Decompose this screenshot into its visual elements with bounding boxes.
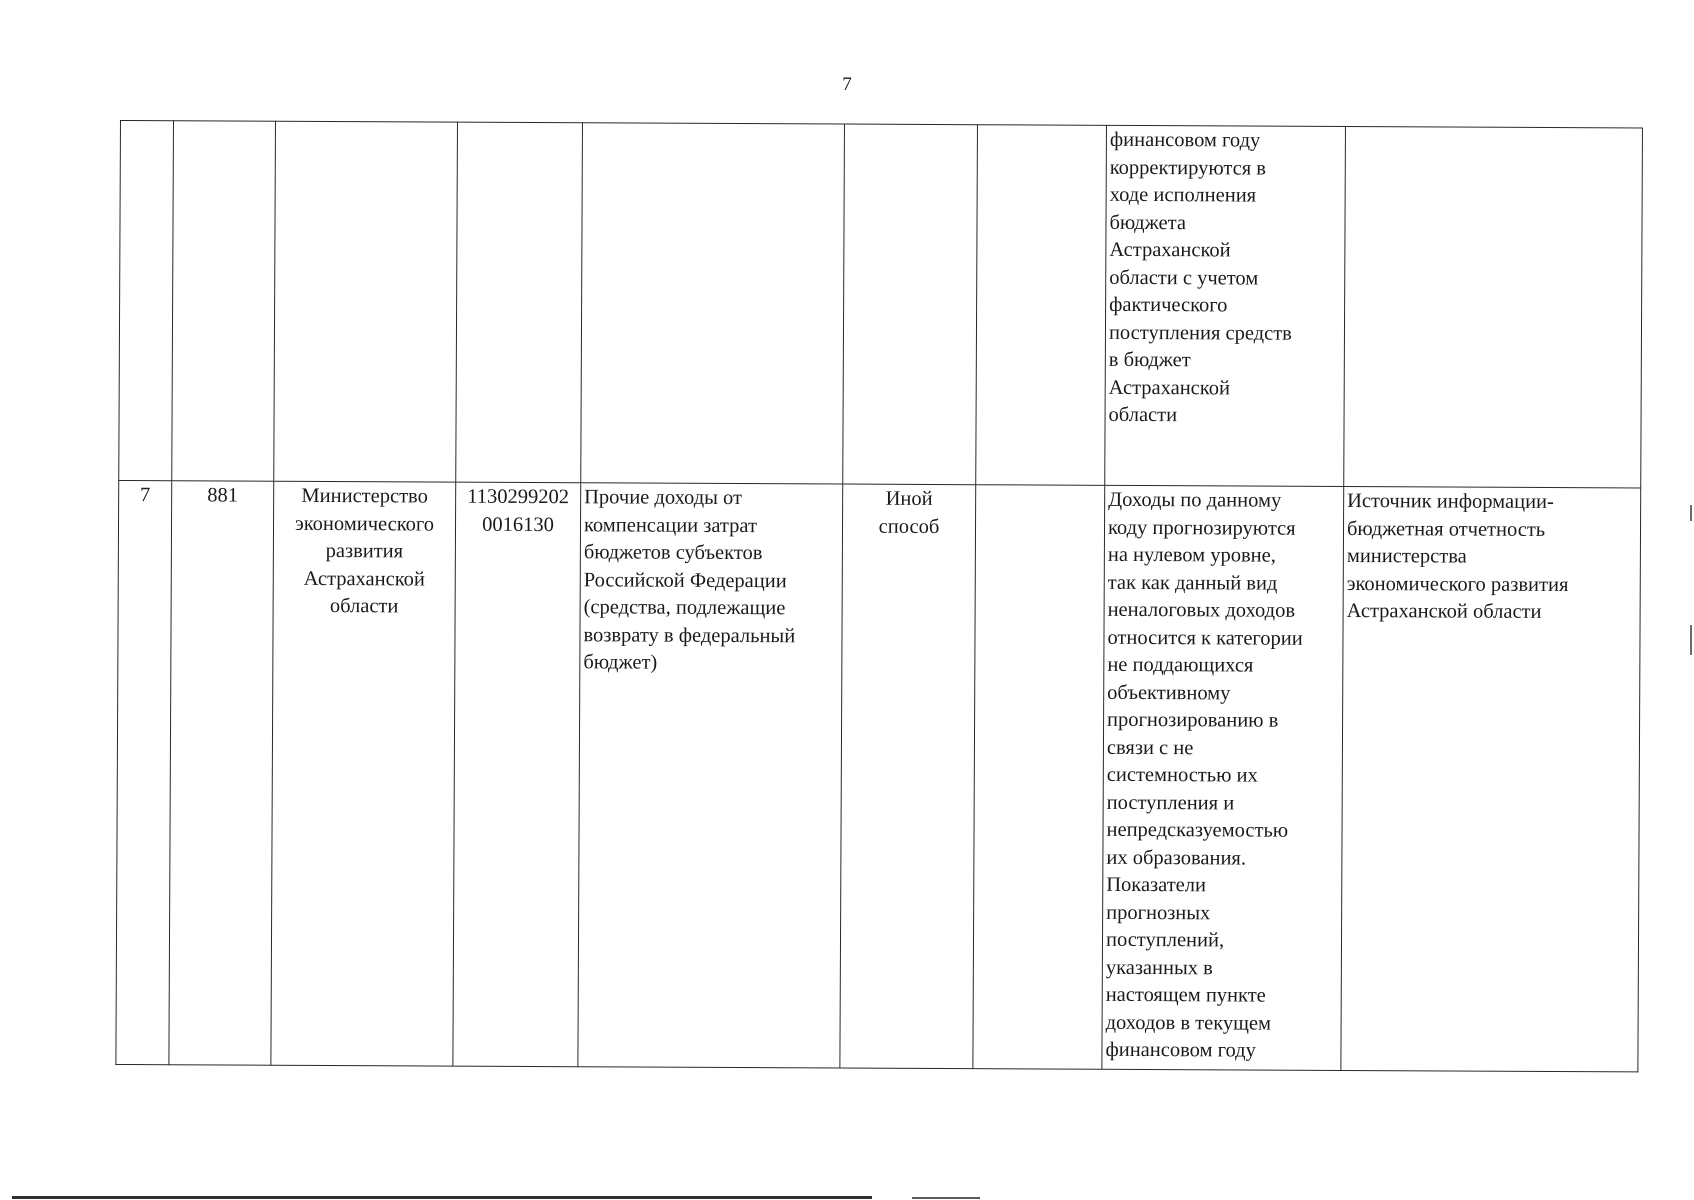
table-row <box>116 480 1641 1071</box>
cell-formula <box>973 485 1105 1070</box>
scan-edge-mark <box>1690 625 1692 655</box>
cell-algorithm-description: финансовом году корректируются в ходе исполнения бюджета Астраханской области с учетом фактического поступления средств в бюджет Астраханской области <box>1105 125 1346 486</box>
cell-row-number <box>119 121 174 481</box>
cell-admin-code: 881 <box>169 481 274 1065</box>
cell-information-source: Источник информации- бюджетная отчетность министерства экономического развития Астраханской области <box>1341 486 1641 1071</box>
cell-revenue-name: Прочие доходы от компенсации затрат бюджетов субъектов Российской Федерации (средства, подлежащие возврату в федеральный бюджет) <box>578 483 843 1068</box>
cell-formula <box>976 125 1107 486</box>
cell-administrator-name: Министерство экономического развития Астраханской области <box>271 481 456 1066</box>
cell-revenue-name <box>581 123 845 484</box>
table-row <box>119 121 1643 488</box>
cell-information-source <box>1344 126 1643 487</box>
scan-edge-mark <box>1690 505 1692 521</box>
cell-revenue-code <box>456 122 583 483</box>
cell-calculation-method: Иной способ <box>840 484 976 1069</box>
cell-algorithm-description: Доходы по данному коду прогнозируются на нулевом уровне, так как данный вид неналоговых доходов относится к категории не поддающихся объективному прогнозированию в связи с не системностью их поступления и непредсказуемостью их образования. Показатели прогнозных поступлений, указанных в настоящем пункте доходов в текущем финансовом году <box>1102 485 1344 1070</box>
scan-bottom-rule-fragment <box>912 1197 980 1199</box>
cell-calculation-method <box>843 124 978 485</box>
cell-revenue-code: 1130299202 0016130 <box>453 482 581 1067</box>
scan-bottom-rule <box>12 1196 872 1199</box>
revenue-forecast-table <box>115 120 1643 1072</box>
cell-administrator-name <box>274 121 458 482</box>
page-number: 7 <box>842 74 852 95</box>
cell-row-number: 7 <box>116 480 172 1064</box>
cell-admin-code <box>172 121 276 481</box>
